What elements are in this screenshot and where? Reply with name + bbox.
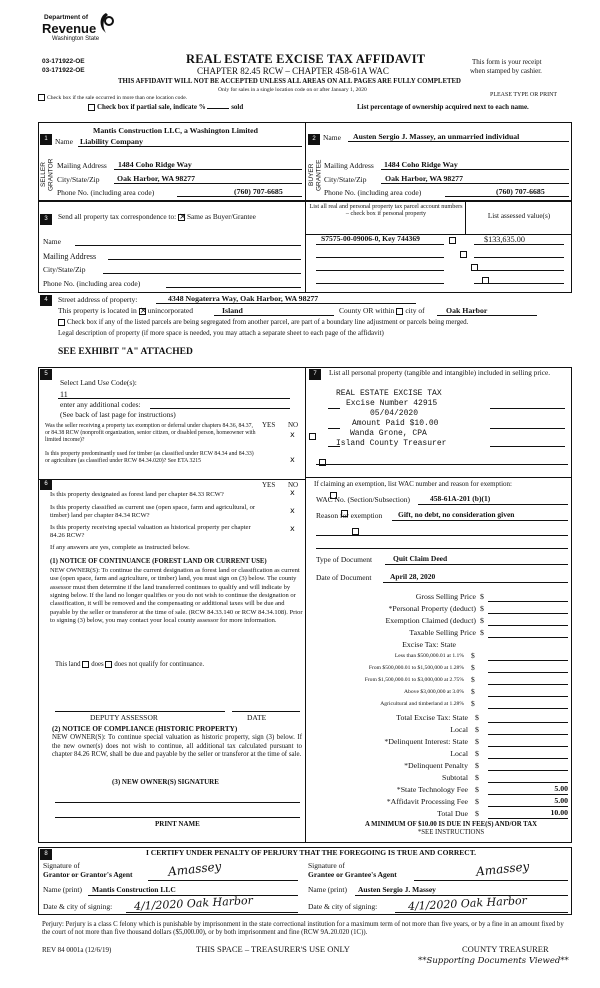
does-not-checkbox[interactable]	[105, 661, 112, 668]
buyer-phone-label: Phone No. (including area code)	[324, 188, 422, 197]
dor-logo-mark	[98, 12, 114, 34]
tax-row-exempt-dollar: $	[480, 616, 484, 625]
land-use-code[interactable]: 11	[60, 390, 68, 399]
exemption-title: If claiming an exemption, list WAC number and reason for exemption:	[314, 480, 512, 488]
buyer-name-underline	[348, 141, 569, 142]
seller-city-underline	[114, 183, 302, 184]
notice2-text: NEW OWNER(S): To continue special valuation as historic property, sign (3) below. If the new owner(s) does not wish to continue, all additional tax calculated pursuant to chapter 84.26 RCW, shall be due and payable by the seller or transferor at the time of sale.	[52, 734, 302, 759]
tax-row-exempt-label: Exemption Claimed (deduct)	[385, 616, 476, 625]
grantee-date-city[interactable]: 4/1/2020 Oak Harbor	[407, 893, 528, 914]
pp-line-2r	[490, 428, 565, 429]
grantee-date-label: Date & city of signing:	[308, 902, 378, 911]
sec6-q1-no-mark[interactable]: x	[290, 488, 295, 497]
form-only-for: Only for sales in a single location code on or after January 1, 2020	[218, 87, 367, 93]
county-treasurer: COUNTY TREASURER	[462, 944, 549, 954]
seller-name-line2[interactable]: Liability Company	[80, 137, 144, 146]
delinq-local-label: Local	[450, 749, 468, 758]
grantor-date-city[interactable]: 4/1/2020 Oak Harbor	[133, 893, 254, 914]
sec-7-marker: 7	[309, 369, 321, 380]
new-owner-sig-line-2[interactable]	[55, 817, 300, 818]
see-back-label: (See back of last page for instructions)	[60, 410, 176, 419]
multi-location-row	[38, 94, 187, 101]
grantor-print-label: Name (print)	[43, 885, 82, 894]
additional-codes-label: enter any additional codes:	[60, 400, 141, 409]
sec5-q1-yes[interactable]	[309, 433, 316, 440]
bracket-5-line[interactable]	[488, 708, 568, 709]
sec1-2-divider	[305, 122, 306, 201]
tax-row-taxable-dollar: $	[480, 628, 484, 637]
partial-sale-percent[interactable]	[207, 108, 229, 109]
certify-statement: I CERTIFY UNDER PENALTY OF PERJURY THAT THE FOREGOING IS TRUE AND CORRECT.	[146, 848, 477, 857]
sec5-q2: Is this property predominantly used for timber (as classified under RCW 84.34 and 84.33) or agriculture (as classified under RCW 84.34.020)? See ETA 3215	[45, 451, 254, 465]
exhibit-text[interactable]: SEE EXHIBIT "A" ATTACHED	[58, 347, 193, 357]
sec5-q2-no-mark[interactable]: x	[290, 455, 295, 464]
wac-label: WAC No. (Section/Subsection)	[316, 495, 410, 504]
county-or-row	[339, 307, 425, 316]
reason-line-2[interactable]	[316, 535, 568, 536]
buyer-side-label: BUYER GRANTEE	[308, 159, 323, 191]
tax-row-taxable-line[interactable]	[488, 637, 568, 638]
parcel-2-personal-checkbox[interactable]	[460, 251, 467, 258]
wac-number[interactable]: 458-61A-201 (b)(1)	[430, 494, 491, 503]
assessed-line-2[interactable]	[474, 257, 564, 258]
buyer-city[interactable]: Oak Harbor, WA 98277	[385, 174, 463, 183]
grantor-sig-line	[148, 880, 298, 881]
reason-value[interactable]: Gift, no debt, no consideration given	[398, 510, 515, 519]
partial-sale-checkbox[interactable]	[88, 104, 95, 111]
dor-logo-revenue: Revenue	[42, 21, 97, 36]
bracket-2-label: From $500,000.01 to $1,500,000 at 1.28%	[368, 665, 464, 671]
personal-property-label: List all personal property (tangible and intangible) included in selling price.	[329, 368, 551, 377]
sec6-no-header: NO	[288, 481, 299, 489]
processing-fee-label: *Affidavit Processing Fee	[386, 797, 468, 806]
penalty-dollar: $	[475, 761, 479, 770]
grantee-date-line	[395, 912, 568, 913]
multi-location-checkbox[interactable]	[38, 94, 45, 101]
stamp-line-1: REAL ESTATE EXCISE TAX	[336, 389, 442, 398]
grantor-date-line	[126, 912, 298, 913]
bracket-4-line[interactable]	[488, 696, 568, 697]
located-label: This property is located in	[58, 306, 137, 315]
county-or-label: County OR within	[339, 306, 395, 315]
sec6-q3: Is this property receiving special valuation as historical property per chapter 84.26 RCW?	[50, 524, 251, 539]
doc-type-label: Type of Document	[316, 555, 373, 564]
bracket-1-label: Less than $500,000.01 at 1.1%	[394, 653, 464, 659]
tax-row-gross-dollar: $	[480, 592, 484, 601]
assessed-line-3[interactable]	[474, 270, 564, 271]
processing-fee-dollar: $	[475, 797, 479, 806]
partial-sale-row	[88, 103, 243, 111]
deputy-date-line[interactable]	[232, 711, 300, 712]
parcel-header: List all real and personal property tax parcel account numbers – check box if personal property	[309, 203, 463, 218]
parcel-1-personal-checkbox[interactable]	[449, 237, 456, 244]
seller-name-label: Name	[55, 137, 73, 146]
grantor-print-name[interactable]: Mantis Construction LLC	[92, 885, 176, 894]
bracket-2-line[interactable]	[488, 672, 568, 673]
total-state-dollar: $	[475, 713, 479, 722]
bracket-3-line[interactable]	[488, 684, 568, 685]
dor-logo-dept: Department of	[44, 14, 89, 21]
doc-date-label: Date of Document	[316, 573, 372, 582]
tax-row-pp-label: *Personal Property (deduct)	[388, 604, 476, 613]
total-local-label: Local	[450, 725, 468, 734]
county-underline	[214, 315, 334, 316]
send-correspondence-label: Send all property tax correspondence to:	[58, 212, 177, 221]
bracket-1-dollar: $	[471, 651, 475, 660]
form-title: REAL ESTATE EXCISE TAX AFFIDAVIT	[186, 52, 426, 66]
sec3-divider	[305, 201, 306, 293]
form-number: REV 84 0001a (12/6/19)	[42, 946, 112, 954]
partial-sale-label: Check box if partial sale, indicate %	[97, 103, 206, 111]
same-as-buyer-label: Same as Buyer/Grantee	[186, 212, 256, 221]
doc-type-underline	[385, 564, 568, 565]
parcel-line-1	[316, 244, 444, 245]
tax-table	[306, 592, 572, 842]
parcel-number-1[interactable]: S7575-00-09006-0, Key 744369	[321, 234, 420, 243]
segregated-row	[58, 318, 468, 326]
legal-desc-label: Legal description of property (if more space is needed, you may attach a separate sheet to each page of the affidavit)	[58, 329, 384, 337]
sec3-name-label: Name	[43, 237, 61, 246]
assessed-line-4[interactable]	[474, 283, 564, 284]
penalty-label: *Delinquent Penalty	[404, 761, 468, 770]
buyer-mailing-underline	[381, 169, 569, 170]
delinq-local-dollar: $	[475, 749, 479, 758]
total-state-label: Total Excise Tax: State	[396, 713, 468, 722]
buyer-name[interactable]: Austen Sergio J. Massey, an unmarried individual	[353, 132, 520, 141]
total-local-line[interactable]	[488, 734, 568, 735]
sec5-q1: Was the seller receiving a property tax exemption or deferral under chapters 84.36, 84.37, or 84.38 RCW (nonprofit organization, senior citizen, or disabled person, homeowner with limited income)?	[45, 423, 256, 444]
sec5-no-header: NO	[288, 421, 299, 429]
street-label: Street address of property:	[58, 295, 138, 304]
supporting-docs-viewed: **Supporting Documents Viewed**	[418, 956, 569, 966]
tax-row-pp-line[interactable]	[488, 613, 568, 614]
deputy-sig-line[interactable]	[55, 711, 225, 712]
parcel-line-4[interactable]	[316, 283, 444, 284]
new-owner-sig-line-1[interactable]	[55, 802, 300, 803]
pp-line-3r	[490, 446, 565, 447]
sec-6-marker: 6	[40, 479, 52, 490]
partial-sale-sold: sold	[231, 103, 244, 111]
subtotal-label: Subtotal	[442, 773, 468, 782]
doc-date-underline	[383, 582, 568, 583]
sec6-q3-yes[interactable]	[352, 528, 359, 535]
grantor-print-line	[88, 895, 298, 896]
tech-fee-dollar: $	[475, 785, 479, 794]
pp-line-1r	[490, 408, 565, 409]
grantor-sig-label-2: Grantor or Grantor's Agent	[43, 870, 133, 879]
sec-2-marker: 2	[308, 134, 320, 145]
grantee-print-name[interactable]: Austen Sergio J. Massey	[358, 885, 436, 894]
total-due-line	[488, 818, 568, 819]
grantee-sig-line	[414, 880, 568, 881]
street-address[interactable]: 4348 Nogaterra Way, Oak Harbor, WA 98277	[168, 294, 319, 303]
notice2-title: (2) NOTICE OF COMPLIANCE (HISTORIC PROPERTY)	[52, 725, 238, 733]
located-row	[58, 307, 193, 316]
reason-label: Reason for exemption	[316, 511, 383, 520]
delinq-local-line[interactable]	[488, 758, 568, 759]
stamp-line-5: Wanda Grone, CPA	[350, 428, 427, 438]
sec6-yes-header: YES	[262, 481, 276, 489]
assessed-value-1[interactable]: $133,635.00	[484, 235, 525, 244]
tax-row-pp-dollar: $	[480, 604, 484, 613]
wac-underline	[418, 504, 568, 505]
sec5-yes-header: YES	[262, 421, 276, 429]
sec6-q2: Is this property classified as current use (open space, farm and agricultural, or timber) land per chapter 84.34 RCW?	[50, 504, 256, 519]
sec6-q1: Is this property designated as forest land per chapter 84.33 RCW?	[50, 491, 224, 498]
city-of-checkbox[interactable]	[396, 308, 403, 315]
excise-stamp	[322, 389, 492, 448]
stamp-line-6: Island County Treasurer	[336, 438, 447, 448]
seller-phone-underline	[177, 196, 302, 197]
sec3-mailing-field[interactable]	[108, 259, 301, 260]
does-checkbox[interactable]	[82, 661, 89, 668]
tech-fee-value[interactable]: 5.00	[554, 784, 568, 793]
processing-fee-value[interactable]: 5.00	[554, 796, 568, 805]
seller-phone[interactable]: (760) 707-6685	[234, 187, 283, 196]
stamp-line-2: Excise Number 42915	[346, 398, 438, 408]
receipt-line-2: when stamped by cashier.	[470, 67, 542, 75]
multi-location-label: Check box if the sale occurred in more than one location code.	[47, 94, 188, 101]
doc-code-1: 03-171922-OE	[42, 58, 85, 65]
dor-logo-state: Washington State	[52, 36, 100, 42]
sec3-phone-field[interactable]	[166, 287, 301, 288]
excise-state-title: Excise Tax: State	[402, 640, 456, 649]
buyer-phone-underline	[445, 196, 569, 197]
seller-name-line1[interactable]: Mantis Construction LLC, a Washington Limited	[93, 126, 258, 135]
total-due-value[interactable]: 10.00	[550, 808, 568, 817]
send-correspondence-row	[58, 213, 256, 222]
bracket-5-label: Agricultural and timberland at 1.28%	[380, 701, 464, 707]
treasurer-space: THIS SPACE – TREASURER'S USE ONLY	[196, 944, 350, 954]
sec3-phone-label: Phone No. (including area code)	[43, 279, 141, 288]
does-label: does	[91, 661, 104, 669]
buyer-name-label: Name	[323, 133, 341, 142]
exemption-top-rule	[305, 477, 572, 478]
grantee-sig-label-2: Grantee or Grantee's Agent	[308, 870, 397, 879]
seller-name-underline	[78, 146, 302, 147]
form-warning: THIS AFFIDAVIT WILL NOT BE ACCEPTED UNLESS ALL AREAS ON ALL PAGES ARE FULLY COMPLETED	[118, 78, 461, 85]
if-yes-note: If any answers are yes, complete as instructed below.	[50, 544, 190, 551]
seller-mailing-underline	[114, 169, 302, 170]
sec6-q3-no-mark[interactable]: x	[290, 524, 295, 533]
buyer-phone[interactable]: (760) 707-6685	[496, 187, 545, 196]
parcel-line-3[interactable]	[316, 270, 444, 271]
grantor-date-label: Date & city of signing:	[43, 902, 113, 911]
assessed-line-1	[474, 244, 564, 245]
total-state-line[interactable]	[488, 722, 568, 723]
receipt-line-1: This form is your receipt	[472, 58, 542, 66]
parcel-line-2[interactable]	[316, 257, 444, 258]
total-due-label: Total Due	[437, 809, 468, 818]
city-underline	[437, 315, 537, 316]
county-name[interactable]: Island	[222, 306, 243, 315]
subtotal-line[interactable]	[488, 782, 568, 783]
see-instructions: *SEE INSTRUCTIONS	[417, 829, 485, 836]
land-use-label: Select Land Use Code(s):	[60, 378, 137, 387]
tech-fee-label: *State Technology Fee	[396, 785, 468, 794]
tax-row-exempt-line[interactable]	[488, 625, 568, 626]
grantee-print-line	[355, 895, 568, 896]
sec-4-marker: 4	[40, 295, 52, 306]
pp-line-1	[328, 408, 340, 409]
additional-codes-field[interactable]	[150, 408, 290, 409]
deputy-label: DEPUTY ASSESSOR	[90, 713, 158, 722]
seller-side-label: SELLER GRANTOR	[40, 158, 55, 192]
sec3-name-field[interactable]	[75, 245, 301, 246]
bracket-4-dollar: $	[471, 687, 475, 696]
bracket-3-dollar: $	[471, 675, 475, 684]
reason-underline	[392, 520, 568, 521]
does-not-label: does not qualify for continuance.	[114, 661, 205, 669]
sec5-q1-no-mark[interactable]: x	[290, 430, 295, 439]
doc-date-value[interactable]: April 28, 2020	[390, 572, 436, 581]
sec-5-marker: 5	[40, 369, 52, 380]
notice1-title: (1) NOTICE OF CONTINUANCE (FOREST LAND OR CURRENT USE)	[50, 558, 267, 565]
assessed-header: List assessed value(s)	[487, 212, 551, 220]
seller-phone-label: Phone No. (including area code)	[57, 188, 155, 197]
list-pct-note: List percentage of ownership acquired next to each name.	[357, 103, 529, 111]
grantee-print-label: Name (print)	[308, 885, 347, 894]
segregated-checkbox[interactable]	[58, 319, 65, 326]
sec3-city-field[interactable]	[103, 273, 301, 274]
doc-type-value[interactable]: Quit Claim Deed	[393, 554, 448, 563]
reason-line-3[interactable]	[316, 548, 568, 549]
total-due-dollar: $	[475, 809, 479, 818]
notice1-text: NEW OWNER(S): To continue the current designation as forest land or classification as current use (open space, farm and agriculture, or timber) land, you must sign on (3) below. The county assessor must then determine if the land transferred continues to qualify and will indicate by signing below. If the land no longer qualifies or you do not wish to continue the designation or classification, it will be removed and the compensating or additional taxes will be due and payable by the seller or transferor at the time of sale. (RCW 84.33.140 or RCW 84.34.108). Prior to signing (3) below, you may contact your local county assessor for more information.	[50, 567, 303, 624]
sec3-city-label: City/State/Zip	[43, 265, 86, 274]
sec-1-marker: 1	[40, 134, 52, 145]
grantee-sig-label-1: Signature of	[308, 861, 345, 870]
sec6-q2-no-mark[interactable]: x	[290, 506, 295, 515]
delinq-state-dollar: $	[475, 737, 479, 746]
subtotal-dollar: $	[475, 773, 479, 782]
tax-row-gross-line[interactable]	[488, 601, 568, 602]
bracket-1-line[interactable]	[488, 660, 568, 661]
pp-line-3	[328, 446, 340, 447]
penalty-line[interactable]	[488, 770, 568, 771]
processing-fee-line	[488, 806, 568, 807]
delinq-state-line[interactable]	[488, 746, 568, 747]
sec3-mailing-label: Mailing Address	[43, 252, 97, 261]
total-local-dollar: $	[475, 725, 479, 734]
seller-city[interactable]: Oak Harbor, WA 98277	[117, 174, 195, 183]
stamp-line-3: 05/04/2020	[370, 408, 419, 418]
buyer-city-underline	[381, 183, 569, 184]
seller-mailing-label: Mailing Address	[57, 161, 107, 170]
buyer-mailing-label: Mailing Address	[324, 161, 374, 170]
perjury-notice: Perjury: Perjury is a class C felony which is punishable by imprisonment in the state correctional institution for a maximum term of not more than five years, or by a fine in an amount fixed by the court of not more than five thousand dollars ($5,000.00), or by both imprisonment and fine (RCW 9A.20.020 (1C)).	[42, 921, 564, 937]
this-land-row	[55, 661, 204, 669]
pp-line-4	[316, 464, 568, 465]
new-owner-sig-label: (3) NEW OWNER(S) SIGNATURE	[112, 778, 219, 786]
delinq-state-label: *Delinquent Interest: State	[384, 737, 468, 746]
sec6-top-rule	[38, 479, 305, 480]
sec-8-marker: 8	[40, 849, 52, 860]
print-name-label: PRINT NAME	[155, 820, 200, 828]
tech-fee-line	[488, 794, 568, 795]
bracket-5-dollar: $	[471, 699, 475, 708]
bracket-4-label: Above $3,000,000 at 3.0%	[404, 689, 464, 695]
bracket-3-label: From $1,500,000.01 to $3,000,000 at 2.75%	[364, 677, 464, 683]
buyer-city-label: City/State/Zip	[324, 175, 367, 184]
dor-logo	[42, 12, 112, 52]
land-use-underline	[58, 398, 290, 399]
street-underline	[156, 303, 416, 304]
doc-code-2: 03-171922-OE	[42, 67, 85, 74]
unincorporated-checkbox[interactable]	[139, 308, 146, 315]
seller-city-label: City/State/Zip	[57, 175, 100, 184]
this-land-label: This land	[55, 661, 81, 669]
city-name[interactable]: Oak Harbor	[446, 306, 488, 315]
grantor-sig-label-1: Signature of	[43, 861, 80, 870]
minimum-note: A MINIMUM OF $10.00 IS DUE IN FEE(S) AND/OR TAX	[364, 821, 538, 828]
stamp-line-4: Amount Paid $10.00	[352, 418, 439, 428]
grantee-signature[interactable]: Amassey	[475, 859, 530, 879]
unincorporated-label: unincorporated	[147, 306, 194, 315]
buyer-mailing[interactable]: 1484 Coho Ridge Way	[384, 160, 458, 169]
tax-row-gross-label: Gross Selling Price	[415, 592, 476, 601]
seller-mailing[interactable]: 1484 Coho Ridge Way	[118, 160, 192, 169]
sec-3-marker: 3	[40, 214, 52, 225]
bracket-2-dollar: $	[471, 663, 475, 672]
segregated-label: Check box if any of the listed parcels are being segregated from another parcel, are part of a boundary line adjustment or parcels being merged.	[67, 318, 469, 326]
tax-row-taxable-label: Taxable Selling Price	[409, 628, 476, 637]
form-subtitle: CHAPTER 82.45 RCW – CHAPTER 458-61A WAC	[197, 66, 389, 76]
grantor-signature[interactable]: Amassey	[167, 859, 222, 879]
please-type: PLEASE TYPE OR PRINT	[490, 92, 558, 98]
pp-line-2	[328, 428, 340, 429]
city-of-label: city of	[405, 306, 425, 315]
deputy-date-label: DATE	[247, 713, 267, 722]
same-as-buyer-checkbox[interactable]	[178, 214, 185, 221]
